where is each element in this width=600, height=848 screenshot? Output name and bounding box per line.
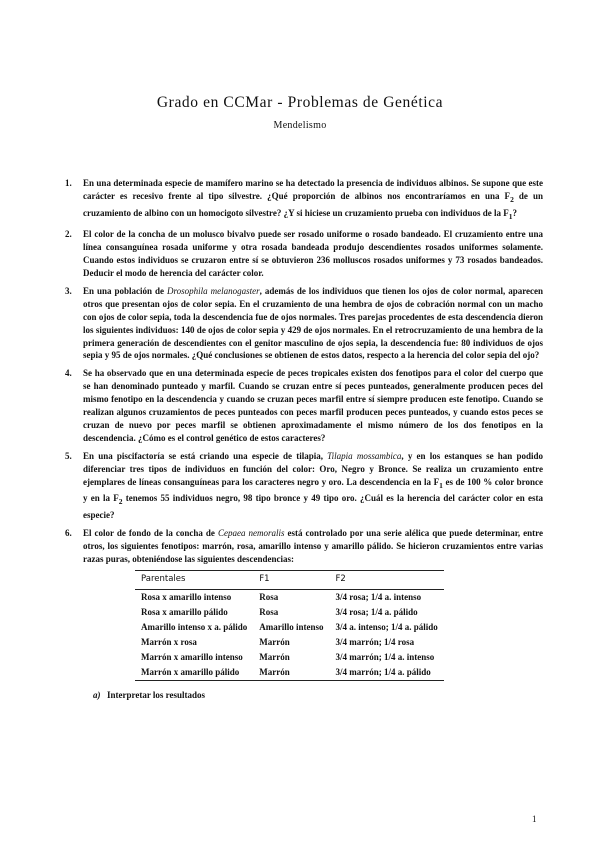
problem-text-segment: de un cruzamiento de albino con un homocigoto silvestre? ¿Y si hiciese un cruzamiento prueba con individuos de la F: [83, 190, 544, 218]
table-cell: 3/4 a. intenso; 1/4 a. pálido: [335, 622, 438, 633]
table-cell: Amarillo intenso: [259, 622, 324, 633]
problem-number: 6.: [65, 527, 72, 538]
table-header-cell: F1: [253, 570, 329, 589]
table-cell: Marrón: [253, 665, 329, 681]
page-subtitle: Mendelismo: [273, 120, 327, 131]
problem-number: 2.: [65, 229, 72, 240]
problem-item: [65, 177, 543, 223]
problem-text-segment: 2: [510, 194, 514, 204]
table-row: [135, 650, 444, 665]
problem-item: [65, 450, 543, 522]
table-cell: Marrón x amarillo intenso: [141, 652, 243, 663]
table-cell: Marrón: [259, 637, 290, 648]
table-cell: 3/4 marrón; 1/4 rosa: [335, 637, 415, 648]
table-cell: 3/4 rosa; 1/4 a. pálido: [335, 607, 418, 618]
problem-text: [83, 228, 543, 280]
problem-text: [83, 177, 543, 223]
page-number: 1: [532, 814, 537, 824]
problem-item: [65, 367, 543, 444]
species-name: Tilapia mossambica: [327, 450, 402, 461]
problem-text-segment: tenemos 55 individuos negro, 98 tipo bronce y 49 tipo oro. ¿Cuál es la herencia del carácter color en esta especie?: [83, 493, 544, 521]
table-cell: 3/4 rosa; 1/4 a. intenso: [335, 592, 422, 603]
problem-text: [83, 367, 543, 444]
problem-text-segment: es de 100 % color bronce y en la F: [83, 476, 544, 504]
problem-text-segment: , y en los estanques se han podido diferenciar tres tipos de individuos en función del color: Oro, Negro y Bronce. Se realiza un cruzamiento entre ejemplares de líneas consanguíneas para los caracteres negro y oro. La descendencia en la F: [83, 450, 543, 487]
problem-text-segment: 1: [439, 480, 443, 490]
species-name: Drosophila melanogaster: [166, 285, 260, 296]
table-row: [135, 605, 444, 620]
table-row: [135, 589, 444, 605]
table-row: [135, 635, 444, 650]
table-cell: Rosa x amarillo intenso: [141, 592, 232, 603]
problem-number: 3.: [65, 285, 72, 296]
problem-text-segment: El color de fondo de la concha de: [83, 527, 218, 538]
problem-number: 5.: [65, 450, 72, 461]
problem-text: [83, 527, 543, 702]
problem-text-segment: En una población de: [83, 285, 167, 296]
problem-text-segment: 2: [118, 497, 123, 507]
problem-text-segment: , además de los individuos que tienen los ojos de color normal, aparecen otros que presentan ojos de color sepia. En el cruzamiento de una hembra de ojos de cobración normal con un macho con ojos de color sepia, toda la descendencia fue de ojos normales. Tres parejas procedentes de esta descendencia dieron los siguientes individuos: 140 de ojos de color sepia y 429 de ojos normales. En el retrocruzamiento de una hembra de la primera generación de descendientes con el genitor masculino de ojos sepia, la descendencia fue: 80 individuos de ojos sepia y 95 de ojos normales. ¿Qué conclusiones se obtienen de estos datos, respecto a la herencia del color sepia del ojo?: [83, 285, 544, 361]
table-cell: Marrón: [259, 652, 290, 663]
problem-text-segment: ?: [512, 207, 518, 218]
problem-number: 4.: [65, 368, 72, 379]
problem-text: [83, 450, 543, 522]
table-cell: 3/4 marrón; 1/4 a. intenso: [335, 652, 435, 663]
problem-text-segment: En una piscifactoría se está criando una especie de tilapia,: [83, 450, 328, 461]
table-cell: 3/4 marrón; 1/4 a. pálido: [330, 665, 444, 681]
problem-text-segment: está controlado por una serie alélica que puede determinar, entre otros, los siguientes fenotipos: marrón, rosa, amarillo intenso y amarillo pálido. Se hicieron cruzamientos entre varias razas puras, obteniéndose las siguientes descendencias:: [83, 527, 543, 564]
table-header-row: [135, 570, 444, 589]
problem-text-segment: En una determinada especie de mamífero marino se ha detectado la presencia de individuos albinos. Se supone que este carácter es recesivo frente al tipo silvestre. ¿Qué proporción de albinos nos encontraríamos en una F: [83, 178, 543, 201]
subquestion-text: Interpretar los resultados: [107, 689, 205, 700]
problem-number: 1.: [65, 178, 72, 188]
table-cell: Marrón x amarillo pálido: [135, 665, 253, 681]
table-cell: Rosa x amarillo pálido: [141, 607, 228, 618]
subquestion: [93, 689, 543, 702]
problem-text-segment: El color de la concha de un molusco bivalvo puede ser rosado uniforme o rosado bandeado. El cruzamiento entre una línea consanguínea rosada uniforme y otra rosada bandeada produjo descendientes rosados uniformes solamente. Cuando estos individuos se cruzaron entre sí se obtuvieron 236 molluscos rosados uniformes y 73 rosados bandeados. Deducir el modo de herencia del carácter color.: [83, 229, 543, 279]
table-cell: Rosa: [259, 607, 279, 618]
table-row: [135, 620, 444, 635]
page-title: Grado en CCMar - Problemas de Genética: [156, 94, 444, 111]
table-header-cell: Parentales: [135, 570, 253, 589]
table-cell: Rosa: [259, 592, 279, 603]
results-table: [135, 570, 444, 681]
problem-item: [65, 527, 543, 702]
problem-text-segment: Se ha observado que en una determinada especie de peces tropicales existen dos fenotipos para el color del cuerpo que se han denominado punteado y marfil. Cuando se cruzan entre sí peces punteados, generalmente producen peces del mismo fenotipo en la descendencia y cuando se cruzan peces marfil entre sí siempre producen este fenotipo. Cuando se realizan algunos cruzamientos de peces punteados con peces marfil producen peces punteados, y cuando estos peces se cruzan de nuevo por peces marfil se obtienen aproximadamente el mismo número de los dos fenotipos en la descendencia. ¿Cómo es el control genético de estos caracteres?: [83, 368, 543, 443]
table-header-cell: F2: [330, 570, 444, 589]
species-name: Cepaea nemoralis: [217, 527, 285, 538]
problem-text-segment: 1: [508, 211, 513, 221]
subquestion-letter: a): [93, 689, 101, 700]
problem-item: [65, 228, 543, 280]
table-row: [135, 665, 444, 681]
table-cell: Amarillo intenso x a. pálido: [141, 622, 248, 633]
problem-text: [83, 285, 543, 362]
problem-list: [65, 177, 543, 706]
problem-item: [65, 285, 543, 362]
table-cell: Marrón x rosa: [141, 637, 197, 648]
